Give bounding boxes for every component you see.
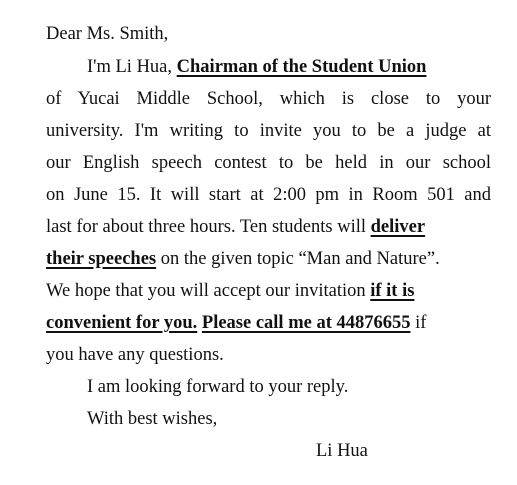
highlight-chairman-title: Chairman of the Student Union <box>176 57 427 77</box>
highlight-if-it-is: if it is <box>370 281 415 301</box>
paragraph-2: I am looking forward to your reply. <box>87 377 349 397</box>
intro-text: I'm Li Hua, <box>87 57 177 77</box>
line-9-text: if <box>410 313 427 333</box>
paragraph-1-line-5: on June 15. It will start at 2:00 pm in Room 501 and <box>46 185 491 205</box>
highlight-their-speeches: their speeches <box>46 249 157 269</box>
signature: Li Hua <box>316 441 368 461</box>
line-8-text: We hope that you will accept our invitation <box>46 281 371 301</box>
line-6-text: last for about three hours. Ten students will <box>46 217 371 237</box>
paragraph-1-line-7 <box>46 247 497 271</box>
paragraph-1-line-3: university. I'm writing to invite you to be a judge at <box>46 121 491 141</box>
highlight-convenient: convenient for you. <box>46 313 198 333</box>
paragraph-1-line-2: of Yucai Middle School, which is close to your <box>46 89 491 109</box>
paragraph-1-line-10: you have any questions. <box>46 345 224 365</box>
paragraph-1-line-6 <box>46 215 491 239</box>
paragraph-1-line-1 <box>87 55 426 79</box>
line-7-text: on the given topic “Man and Nature”. <box>156 249 440 269</box>
paragraph-1-line-4: our English speech contest to be held in our school <box>46 153 491 173</box>
paragraph-1-line-9 <box>46 311 491 335</box>
paragraph-1-line-8 <box>46 279 491 303</box>
closing: With best wishes, <box>87 409 218 429</box>
salutation: Dear Ms. Smith, <box>46 24 169 44</box>
highlight-deliver: deliver <box>370 217 426 237</box>
highlight-phone-request: Please call me at 44876655 <box>201 313 411 333</box>
